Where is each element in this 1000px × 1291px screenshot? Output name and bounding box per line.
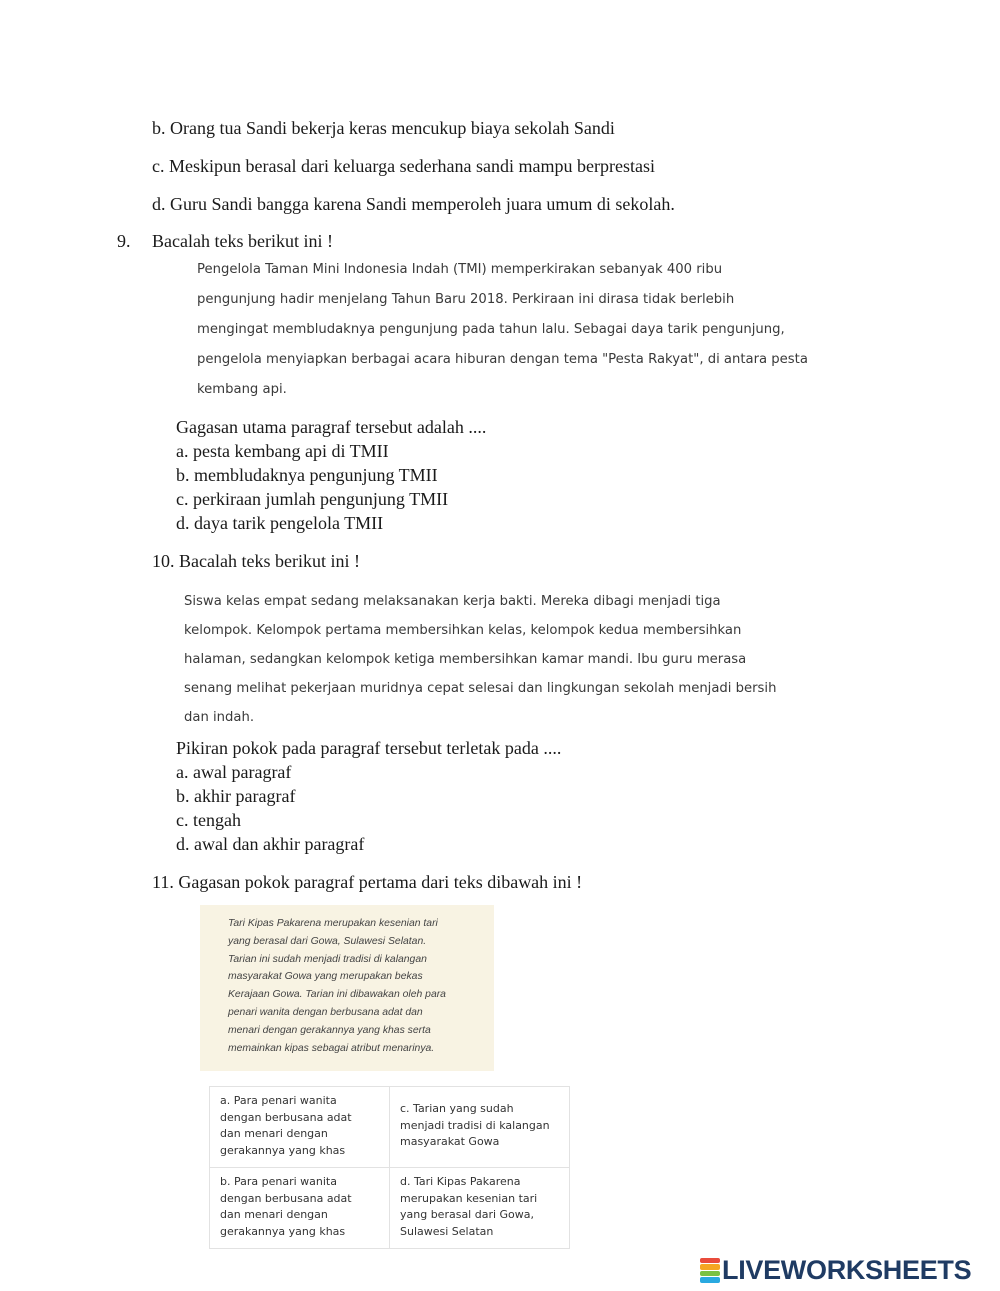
passage-line: kembang api. xyxy=(197,382,287,397)
q10-option-a[interactable]: a. awal paragraf xyxy=(176,762,292,782)
q8-option-d: d. Guru Sandi bangga karena Sandi memperoleh juara umum di sekolah. xyxy=(152,194,675,214)
choice-line: masyarakat Gowa xyxy=(400,1135,500,1149)
q11-choice-c[interactable] xyxy=(390,1087,570,1168)
passage-line: senang melihat pekerjaan muridnya cepat selesai dan lingkungan sekolah menjadi bersih xyxy=(184,681,777,696)
q9-number: 9. xyxy=(117,231,131,251)
q11-choice-b[interactable] xyxy=(210,1168,390,1249)
choice-line: merupakan kesenian tari xyxy=(400,1191,538,1205)
q9-option-a[interactable]: a. pesta kembang api di TMII xyxy=(176,441,389,461)
choice-line: dan menari dengan xyxy=(220,1208,328,1221)
passage-line: halaman, sedangkan kelompok ketiga membersihkan kamar mandi. Ibu guru merasa xyxy=(184,652,747,667)
q9-question-block xyxy=(176,415,486,535)
liveworksheets-logo xyxy=(700,1255,971,1285)
q11-passage xyxy=(228,915,446,1057)
q10-passage xyxy=(184,587,776,732)
q9-option-c[interactable]: c. perkiraan jumlah pengunjung TMII xyxy=(176,489,449,509)
q9-passage xyxy=(197,255,808,405)
passage-line: penari wanita dengan berbusana adat dan xyxy=(228,1006,423,1018)
choice-line: b. Para penari wanita xyxy=(220,1175,337,1188)
q10-question-block xyxy=(176,736,561,856)
passage-line: memainkan kipas sebagai atribut menarinya. xyxy=(228,1042,435,1054)
q8-option-b: b. Orang tua Sandi bekerja keras mencukup biaya sekolah Sandi xyxy=(152,118,615,138)
passage-line: mengingat membludaknya pengunjung pada tahun lalu. Sebagai daya tarik pengunjung, xyxy=(197,322,785,337)
choice-line: gerakannya yang khas xyxy=(220,1224,346,1238)
q10-option-d[interactable]: d. awal dan akhir paragraf xyxy=(176,834,365,854)
passage-line: pengunjung hadir menjelang Tahun Baru 2018. Perkiraan ini dirasa tidak berlebih xyxy=(197,292,735,307)
choice-line: dan menari dengan xyxy=(220,1127,328,1140)
passage-line: Tarian ini sudah menjadi tradisi di kalangan xyxy=(228,953,427,965)
passage-line: yang berasal dari Gowa, Sulawesi Selatan. xyxy=(228,935,427,947)
passage-line: Pengelola Taman Mini Indonesia Indah (TMI) memperkirakan sebanyak 400 ribu xyxy=(197,262,723,277)
q11-choices-table xyxy=(209,1086,570,1249)
q10-option-b[interactable]: b. akhir paragraf xyxy=(176,786,296,806)
q11-passage-box xyxy=(200,905,494,1071)
q11-choice-a[interactable] xyxy=(210,1087,390,1168)
q11-choice-d[interactable] xyxy=(390,1168,570,1249)
q9-option-d[interactable]: d. daya tarik pengelola TMII xyxy=(176,513,384,533)
q10-question: Pikiran pokok pada paragraf tersebut terletak pada .... xyxy=(176,738,562,758)
passage-line: kelompok. Kelompok pertama membersihkan kelas, kelompok kedua membersihkan xyxy=(184,623,742,638)
choice-line: a. Para penari wanita xyxy=(220,1094,337,1107)
choice-line: c. Tarian yang sudah xyxy=(400,1102,514,1116)
q9-question: Gagasan utama paragraf tersebut adalah .... xyxy=(176,417,487,437)
choice-line: d. Tari Kipas Pakarena xyxy=(400,1175,521,1188)
logo-text: LIVEWORKSHEETS xyxy=(722,1254,972,1285)
passage-line: dan indah. xyxy=(184,710,255,725)
q10-prompt: 10. Bacalah teks berikut ini ! xyxy=(152,551,360,571)
passage-line: pengelola menyiapkan berbagai acara hiburan dengan tema "Pesta Rakyat", di antara pesta xyxy=(197,352,808,367)
choice-line: gerakannya yang khas xyxy=(220,1143,346,1157)
passage-line: Kerajaan Gowa. Tarian ini dibawakan oleh para xyxy=(228,989,446,1001)
logo-blocks-icon xyxy=(700,1257,720,1283)
q9-option-b[interactable]: b. membludaknya pengunjung TMII xyxy=(176,465,438,485)
choice-line: dengan berbusana adat xyxy=(220,1191,352,1205)
passage-line: Siswa kelas empat sedang melaksanakan kerja bakti. Mereka dibagi menjadi tiga xyxy=(184,594,721,609)
choice-line: yang berasal dari Gowa, xyxy=(400,1208,535,1221)
passage-line: masyarakat Gowa yang merupakan bekas xyxy=(228,971,423,983)
passage-line: menari dengan gerakannya yang khas serta xyxy=(228,1024,431,1036)
choice-line: Sulawesi Selatan xyxy=(400,1224,494,1238)
q10-option-c[interactable]: c. tengah xyxy=(176,810,241,830)
choice-line: dengan berbusana adat xyxy=(220,1110,352,1124)
choice-line: menjadi tradisi di kalangan xyxy=(400,1118,550,1132)
passage-line: Tari Kipas Pakarena merupakan kesenian tari xyxy=(228,918,438,929)
q11-prompt: 11. Gagasan pokok paragraf pertama dari teks dibawah ini ! xyxy=(152,872,583,892)
q8-option-c: c. Meskipun berasal dari keluarga sederhana sandi mampu berprestasi xyxy=(152,156,655,176)
q9-prompt: Bacalah teks berikut ini ! xyxy=(152,231,333,251)
